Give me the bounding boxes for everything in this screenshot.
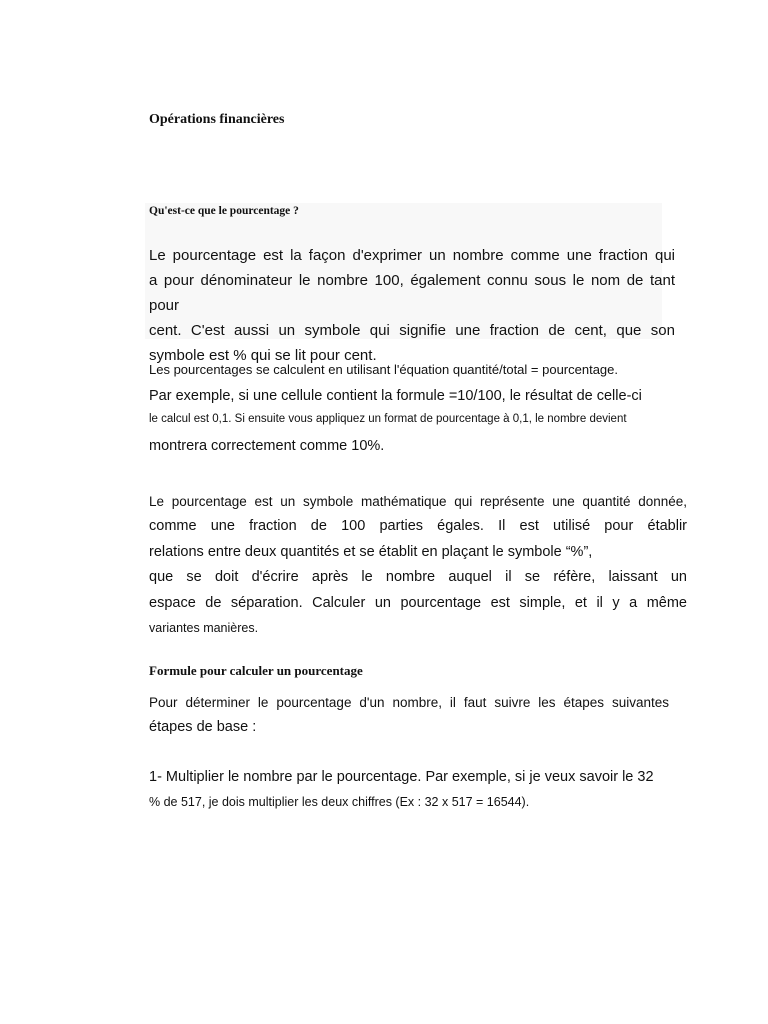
symbol-paragraph [149,489,687,641]
definition-line-1: Le pourcentage est la façon d'exprimer un nombre comme une fraction qui [149,247,675,264]
symbol-line-2: comme une fraction de 100 parties égales. Il est utilisé pour établir [149,518,687,535]
calc-line-4: montrera correctement comme 10%. [149,438,385,454]
step-1 [149,765,689,815]
step-1-line-2: % de 517, je dois multiplier les deux chiffres (Ex : 32 x 517 = 16544). [149,795,530,809]
question-heading: Qu'est-ce que le pourcentage ? [149,205,299,217]
symbol-line-4: que se doit d'écrire après le nombre auquel il se réfère, laissant un [149,569,687,586]
symbol-line-6: variantes manières. [149,621,259,636]
definition-line-4: symbole est % qui se lit pour cent. [149,347,377,364]
definition-line-2: a pour dénominateur le nombre 100, également connu sous le nom de tant pour [149,272,675,314]
calc-line-3: le calcul est 0,1. Si ensuite vous appliquez un format de pourcentage à 0,1, le nombre devient [149,413,627,425]
formula-intro [149,690,669,740]
symbol-line-5: espace de séparation. Calculer un pourcentage est simple, et il y a même [149,594,687,611]
symbol-line-1: Le pourcentage est un symbole mathématique qui représente une quantité donnée, [149,494,687,509]
calc-line-2: Par exemple, si une cellule contient la formule =10/100, le résultat de celle-ci [149,388,642,404]
definition-paragraph [149,243,675,368]
symbol-line-3: relations entre deux quantités et se établit en plaçant le symbole “%”, [149,543,593,560]
formula-intro-line-2: étapes de base : [149,719,257,735]
definition-line-3: cent. C'est aussi un symbole qui signifie une fraction de cent, que son [149,322,675,339]
step-1-line-1: 1- Multiplier le nombre par le pourcentage. Par exemple, si je veux savoir le 32 [149,769,654,785]
calc-line-1: Les pourcentages se calculent en utilisant l'équation quantité/total = pourcentage. [149,362,619,377]
page-title: Opérations financières [149,112,285,127]
formula-heading: Formule pour calculer un pourcentage [149,663,363,678]
formula-intro-line-1: Pour déterminer le pourcentage d'un nombre, il faut suivre les étapes suivantes [149,695,669,710]
